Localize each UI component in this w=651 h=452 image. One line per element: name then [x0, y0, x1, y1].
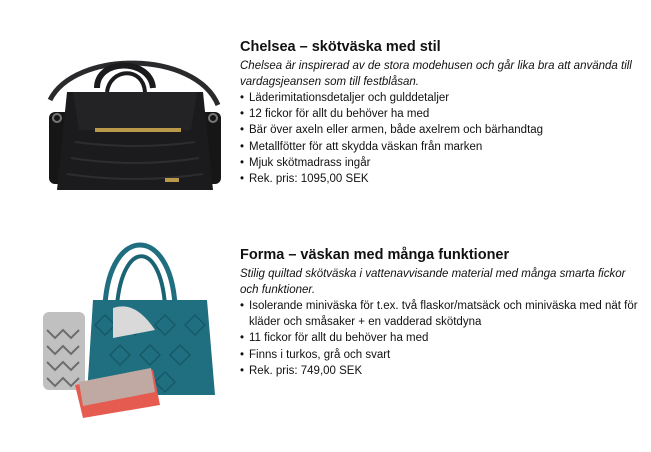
price-item: • Rek. pris: 1095,00 SEK — [240, 171, 640, 187]
feature-item: • Isolerande miniväska för t.ex. två flaskor/matsäck och miniväska med nät för kläder och småsaker + en vadderad skötdyna — [240, 298, 640, 330]
product-description: Stilig quiltad skötväska i vattenavvisande material med många smarta fickor och funktioner. — [240, 268, 626, 296]
chelsea-text — [240, 38, 640, 187]
forma-text — [240, 246, 640, 379]
feature-item: • Finns i turkos, grå och svart — [240, 347, 640, 363]
product-title: Forma – väskan med många funktioner — [240, 247, 510, 263]
chelsea-bag-image — [35, 30, 230, 205]
product-description: Chelsea är inspirerad av de stora modehusen och går lika bra att använda till vardagsjeansen som till festblåsan. — [240, 60, 632, 88]
feature-item: • Mjuk skötmadrass ingår — [240, 155, 640, 171]
feature-item: • 11 fickor för allt du behöver ha med — [240, 330, 640, 346]
feature-item: • Läderimitationsdetaljer och gulddetaljer — [240, 90, 640, 106]
price-item: • Rek. pris: 749,00 SEK — [240, 363, 640, 379]
feature-item: • 12 fickor för allt du behöver ha med — [240, 106, 640, 122]
product-forma — [0, 215, 651, 452]
feature-list — [240, 298, 640, 379]
product-title: Chelsea – skötväska med stil — [240, 39, 441, 55]
forma-bag-image — [35, 220, 230, 420]
feature-item: • Metallfötter för att skydda väskan från marken — [240, 139, 640, 155]
feature-item: • Bär över axeln eller armen, både axelrem och bärhandtag — [240, 122, 640, 138]
product-chelsea — [0, 0, 651, 215]
feature-list — [240, 90, 640, 187]
